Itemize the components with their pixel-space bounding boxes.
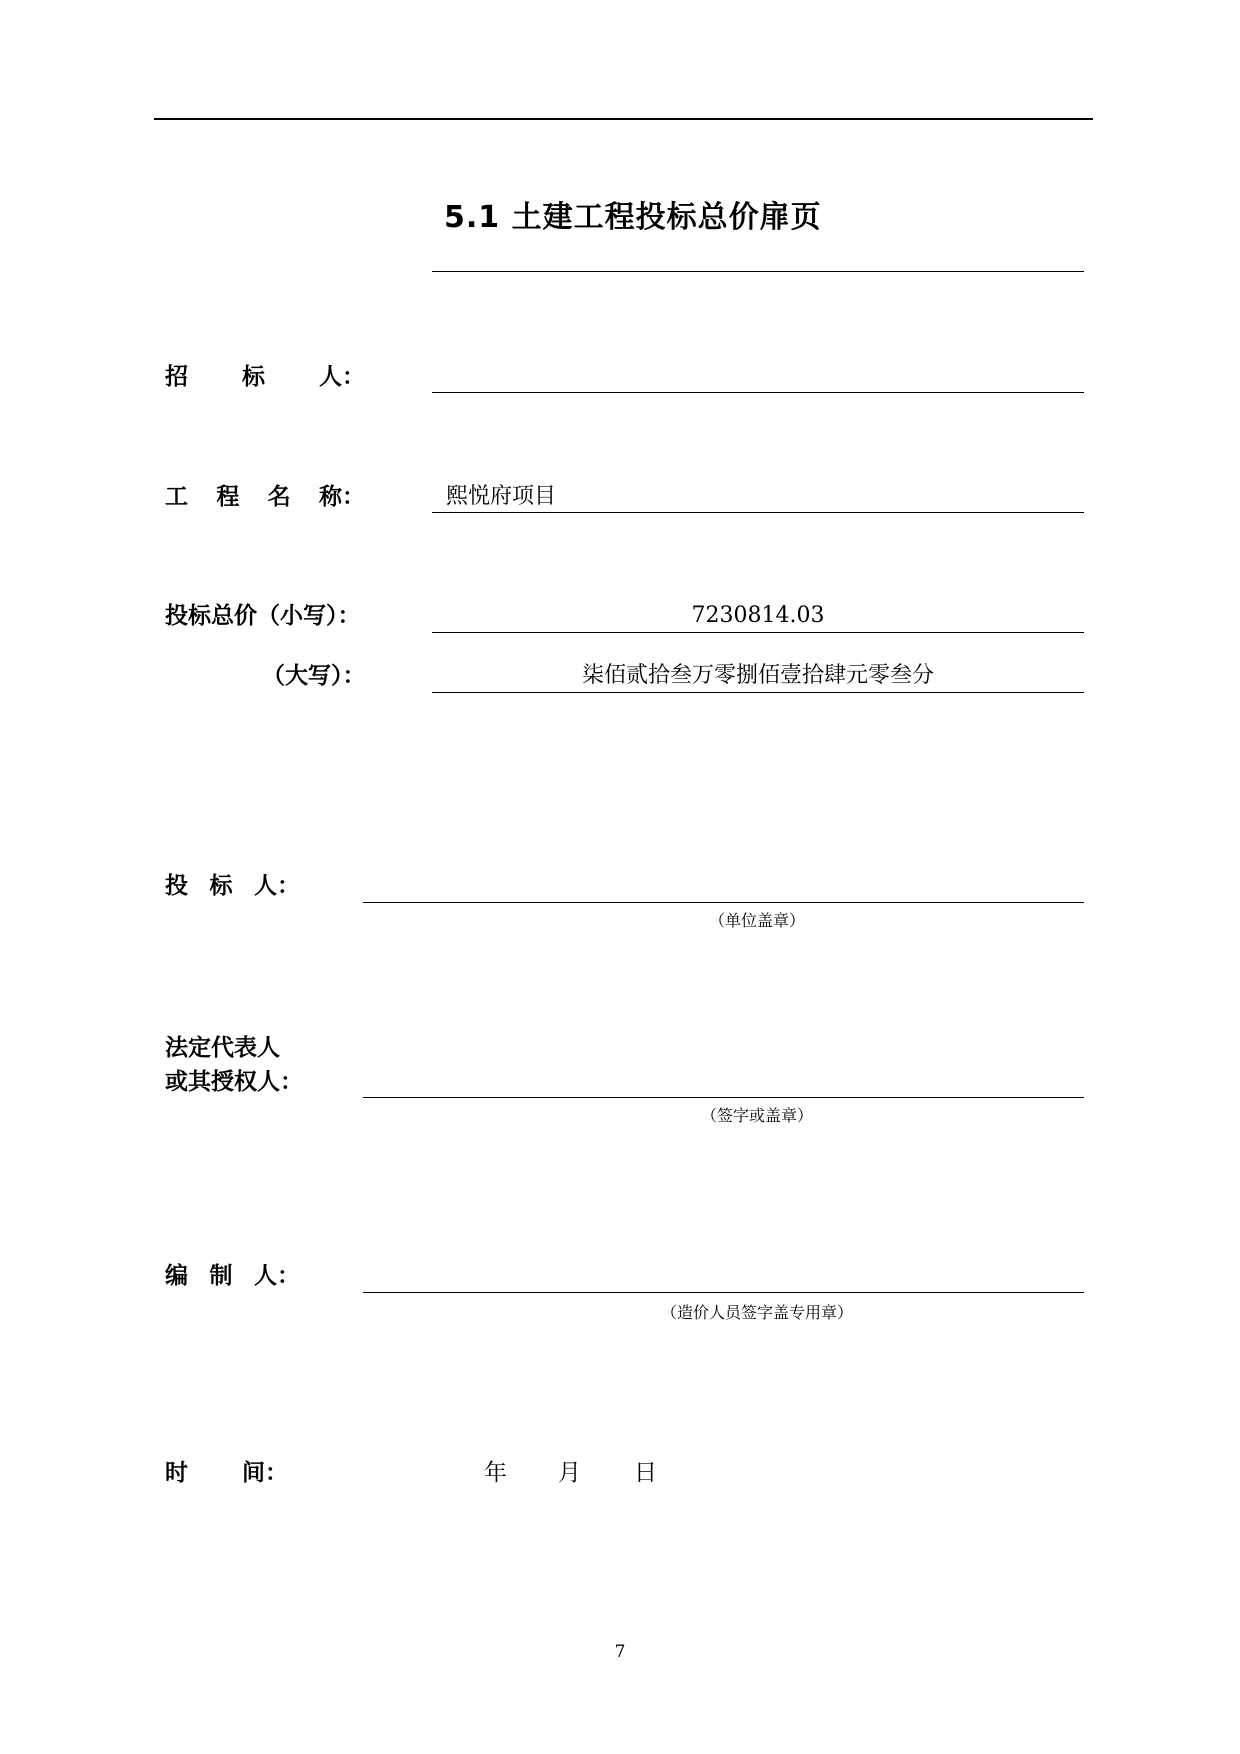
- total-price-large-value: 柒佰贰拾叁万零捌佰壹拾肆元零叁分: [581, 663, 934, 688]
- bidder-label-char: 人：: [254, 873, 300, 899]
- legal-rep-label-line1: 法定代表人: [165, 1035, 280, 1061]
- page-number: 7: [614, 1642, 626, 1662]
- time-label-char: 间：: [242, 1460, 288, 1486]
- project-field-line: [432, 512, 1084, 513]
- project-name-label: [165, 486, 365, 509]
- bidder-label-char: 标: [209, 873, 233, 899]
- tenderer-label: [165, 366, 365, 389]
- title-underline: [432, 271, 1084, 272]
- project-label-char: 称：: [318, 484, 365, 510]
- time-label-char: 时: [165, 1460, 188, 1486]
- header-rule: [154, 118, 1093, 120]
- compiler-label-char: 制: [209, 1263, 233, 1289]
- tenderer-label-char: 人：: [319, 364, 365, 390]
- tenderer-field-line: [432, 392, 1084, 393]
- page-title: 5.1 土建工程投标总价扉页: [444, 200, 822, 235]
- time-label: [165, 1462, 288, 1485]
- bidder-label: [165, 875, 300, 898]
- legal-rep-note: （签字或盖章）: [700, 1106, 813, 1125]
- bidder-note: （单位盖章）: [708, 911, 805, 930]
- project-name-value: 熙悦府项目: [446, 484, 557, 509]
- project-label-char: 工: [165, 484, 188, 510]
- total-price-small-label: 投标总价（小写）：: [165, 603, 361, 629]
- date-month: 月: [558, 1460, 581, 1486]
- project-label-char: 程: [216, 484, 240, 510]
- total-price-large-label: （大写）：: [262, 663, 366, 689]
- total-price-large-line: [432, 692, 1084, 693]
- total-price-small-line: [432, 632, 1084, 633]
- date-day: 日: [634, 1460, 657, 1486]
- compiler-label: [165, 1265, 300, 1288]
- compiler-field-line: [363, 1292, 1084, 1293]
- legal-rep-label-line2: 或其授权人：: [165, 1069, 303, 1095]
- total-price-small-value: 7230814.03: [691, 603, 825, 628]
- date-year: 年: [484, 1460, 507, 1486]
- compiler-label-char: 人：: [254, 1263, 300, 1289]
- legal-rep-field-line: [363, 1097, 1084, 1098]
- tenderer-label-char: 标: [242, 364, 265, 390]
- bidder-field-line: [363, 902, 1084, 903]
- tenderer-label-char: 招: [165, 364, 188, 390]
- compiler-note: （造价人员签字盖专用章）: [660, 1303, 853, 1322]
- bidder-label-char: 投: [165, 873, 188, 899]
- project-label-char: 名: [267, 484, 291, 510]
- compiler-label-char: 编: [165, 1263, 188, 1289]
